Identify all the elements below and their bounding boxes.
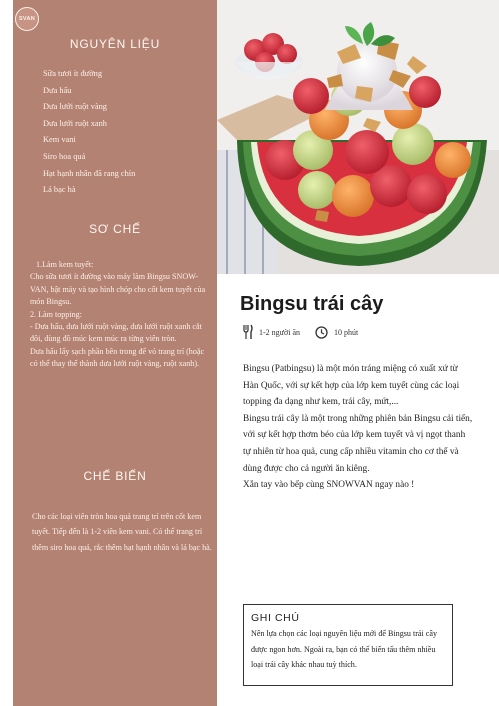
description-paragraph: Xắn tay vào bếp cùng SNOWVAN ngay nào ! <box>243 480 415 491</box>
method-text <box>30 259 210 371</box>
ingredient-item: Dưa hấu <box>43 85 72 95</box>
ingredient-item: Hạt hạnh nhân đã rang chín <box>43 168 136 178</box>
method-paragraph: Dưa hấu lấy sạch phần bên trong để vỏ trang trí (hoặc có thể thay thế thành dưa lưới ruột vàng, ruột xanh). <box>30 346 205 369</box>
ingredient-item: Dưa lưới ruột xanh <box>43 118 107 128</box>
bingsu-illustration <box>217 0 499 274</box>
ingredient-item: Sữa tươi ít đường <box>43 69 103 78</box>
ingredient-item: Lá bạc hà <box>43 185 76 195</box>
bingsu-photo <box>217 0 499 274</box>
ingredient-item: Siro hoa quả <box>43 151 86 161</box>
process-text: Cho các loại viên tròn hoa quả trang trí trên cốt kem tuyết. Tiếp đến là 1-2 viên kem vani. Có thể trang trí thêm siro hoa quả, rắc thêm hạt hạnh nhân và lá bạc hà. <box>32 512 212 552</box>
ingredient-item: Dưa lưới ruột vàng <box>43 102 107 112</box>
time-text: 10 phút <box>334 327 359 337</box>
process-title: CHẾ BIẾN <box>83 469 147 483</box>
recipe-sidebar <box>13 0 217 706</box>
recipe-title: Bingsu trái cây <box>240 293 384 315</box>
recipe-description <box>243 361 475 494</box>
description-paragraph: Bingsu (Patbingsu) là một món tráng miệng có xuất xứ từ Hàn Quốc, với sự kết hợp của lớp kem tuyết cùng các loại topping đa dạng như kem, trái cây, mứt,... <box>243 364 460 408</box>
method-step-heading: 2. Làm topping: <box>30 309 82 319</box>
ingredients-title: NGUYÊN LIỆU <box>69 37 161 51</box>
servings-text: 1-2 người ăn <box>259 327 301 337</box>
servings-info <box>243 322 300 342</box>
clock-icon <box>315 326 334 339</box>
brand-logo: SVAN <box>15 7 39 31</box>
method-paragraph: - Dưa hấu, dưa lưới ruột vàng, dưa lưới ruột xanh cắt đôi, dùng đồ múc kem múc ra từng viên tròn. <box>30 322 202 344</box>
fork-knife-icon <box>243 324 259 340</box>
ingredients-list <box>43 66 135 199</box>
method-title: SƠ CHẾ <box>89 222 141 236</box>
note-title: GHI CHÚ <box>251 612 300 624</box>
method-step-heading: 1.Làm kem tuyết: <box>36 260 94 269</box>
note-text: Nên lựa chọn các loại nguyên liệu mới để Bingsu trái cây được ngon hơn. Ngoài ra, bạn có thể biến tấu thêm nhiều loại trái cây khác nhau tuỳ thích. <box>251 629 437 670</box>
note-box <box>243 604 453 686</box>
description-paragraph: Bingsu trái cây là một trong những phiên bản Bingsu cải tiến, với sự kết hợp thơm béo của lớp kem tuyết và vị ngọt thanh tự nhiên từ hoa quả, cung cấp nhiều vitamin cho cơ thể và dùng được cho cả người ăn kiêng. <box>243 413 473 474</box>
time-info <box>315 322 358 342</box>
ingredient-item: Kem vani <box>43 135 76 145</box>
method-paragraph: Cho sữa tươi ít đường vào máy làm Bingsu SNOW-VAN, bật máy và tạo hình chóp cho cốt kem tuyết của món Bingsu. <box>30 272 206 307</box>
